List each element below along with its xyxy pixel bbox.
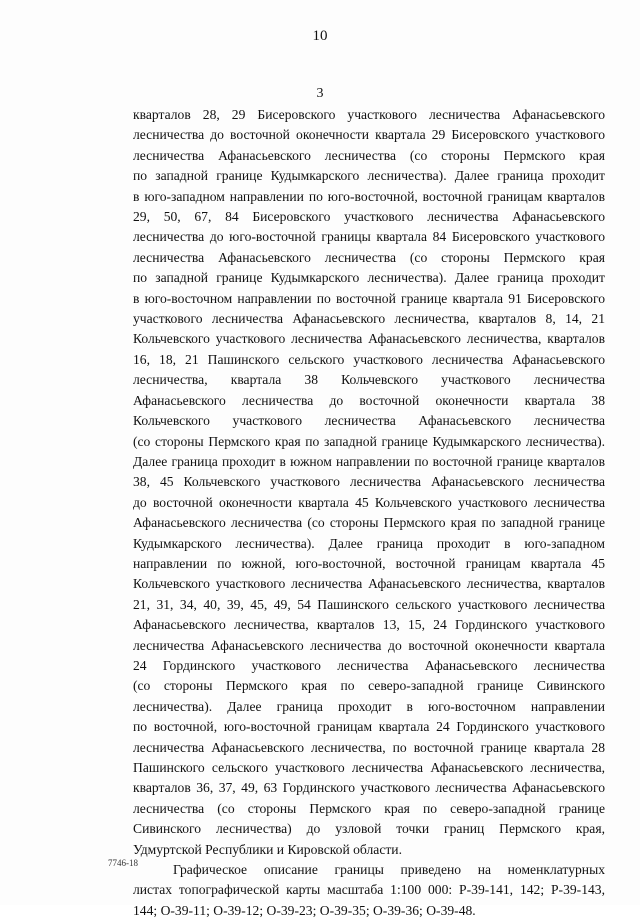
- text-line: 29, 50, 67, 84 Бисеровского участкового лесничества Афанасьевского: [133, 209, 605, 225]
- text-line: по западной границе Кудымкарского лесничества). Далее граница проходит: [133, 270, 605, 286]
- text-line: 16, 18, 21 Пашинского сельского участкового лесничества Афанасьевского: [133, 351, 605, 367]
- text-line: Графическое описание границы приведено на номенклатурных: [173, 862, 605, 878]
- text-line: лесничества до юго-восточной границы квартала 84 Бисеровского участкового: [133, 229, 605, 245]
- text-line: 38, 45 Кольчевского участкового лесничества Афанасьевского лесничества: [133, 474, 605, 490]
- text-line: (со стороны Пермского края по северо-западной границе Сивинского: [133, 678, 605, 694]
- text-line: лесничества Афанасьевского лесничества (со стороны Пермского края: [133, 249, 605, 265]
- text-line: лесничества до восточной оконечности квартала 29 Бисеровского участкового: [133, 127, 605, 143]
- section-page-number: 3: [316, 86, 324, 101]
- text-line: участкового лесничества Афанасьевского лесничества, кварталов 8, 14, 21: [133, 311, 605, 327]
- text-line: листах топографической карты масштаба 1:100 000: P-39-141, 142; P-39-143,: [133, 882, 605, 898]
- text-line: кварталов 36, 37, 49, 63 Гординского участкового лесничества Афанасьевского: [133, 780, 605, 796]
- text-line: Кольчевского участкового лесничества Афанасьевского лесничества, кварталов: [133, 331, 605, 347]
- text-line: 144; O-39-11; O-39-12; O-39-23; O-39-35; O-39-36; O-39-48.: [133, 902, 476, 918]
- text-line: лесничества (со стороны Пермского края по северо-западной границе: [133, 800, 605, 816]
- text-line: Удмуртской Республики и Кировской области.: [133, 841, 402, 857]
- text-line: по восточной, юго-восточной границам квартала 24 Гординского участкового: [133, 719, 605, 735]
- text-line: Далее граница проходит в южном направлении по восточной границе кварталов: [133, 453, 605, 469]
- text-line: Кольчевского участкового лесничества Афанасьевского лесничества, кварталов: [133, 576, 605, 592]
- text-line: Афанасьевского лесничества, кварталов 13, 15, 24 Гординского участкового: [133, 617, 605, 633]
- text-line: Кудымкарского лесничества). Далее граница проходит в юго-западном: [133, 535, 605, 551]
- text-line: лесничества Афанасьевского лесничества (со стороны Пермского края: [133, 147, 605, 163]
- text-line: Афанасьевского лесничества до восточной оконечности квартала 38: [133, 392, 605, 408]
- text-line: 24 Гординского участкового лесничества Афанасьевского лесничества: [133, 657, 605, 673]
- document-code: 7746-18: [108, 858, 138, 868]
- text-line: Афанасьевского лесничества (со стороны Пермского края по западной границе: [133, 515, 605, 531]
- text-line: 21, 31, 34, 40, 39, 45, 49, 54 Пашинского сельского участкового лесничества: [133, 596, 605, 612]
- body-text: [133, 105, 605, 921]
- page-number: 10: [312, 28, 328, 44]
- text-line: направлении по южной, юго-восточной, восточной границам квартала 45: [133, 555, 605, 571]
- text-line: лесничества Афанасьевского лесничества до восточной оконечности квартала: [133, 637, 605, 653]
- text-line: Кольчевского участкового лесничества Афанасьевского лесничества: [133, 413, 605, 429]
- text-line: кварталов 28, 29 Бисеровского участкового лесничества Афанасьевского: [133, 107, 605, 122]
- text-line: Сивинского лесничества) до узловой точки границ Пермского края,: [133, 821, 605, 837]
- text-line: до восточной оконечности квартала 45 Кольчевского участкового лесничества: [133, 494, 605, 510]
- text-line: лесничества). Далее граница проходит в юго-восточном направлении: [133, 698, 605, 714]
- text-line: (со стороны Пермского края по западной границе Кудымкарского лесничества).: [133, 433, 605, 449]
- text-line: лесничества Афанасьевского лесничества, по восточной границе квартала 28: [133, 739, 605, 755]
- text-line: по западной границе Кудымкарского лесничества). Далее граница проходит: [133, 168, 605, 184]
- text-line: Пашинского сельского участкового лесничества Афанасьевского лесничества,: [133, 760, 605, 775]
- text-line: лесничества, квартала 38 Кольчевского участкового лесничества: [133, 372, 605, 388]
- text-line: в юго-западном направлении по юго-восточной, восточной границам кварталов: [133, 188, 605, 204]
- text-line: в юго-восточном направлении по восточной границе квартала 91 Бисеровского: [133, 290, 605, 306]
